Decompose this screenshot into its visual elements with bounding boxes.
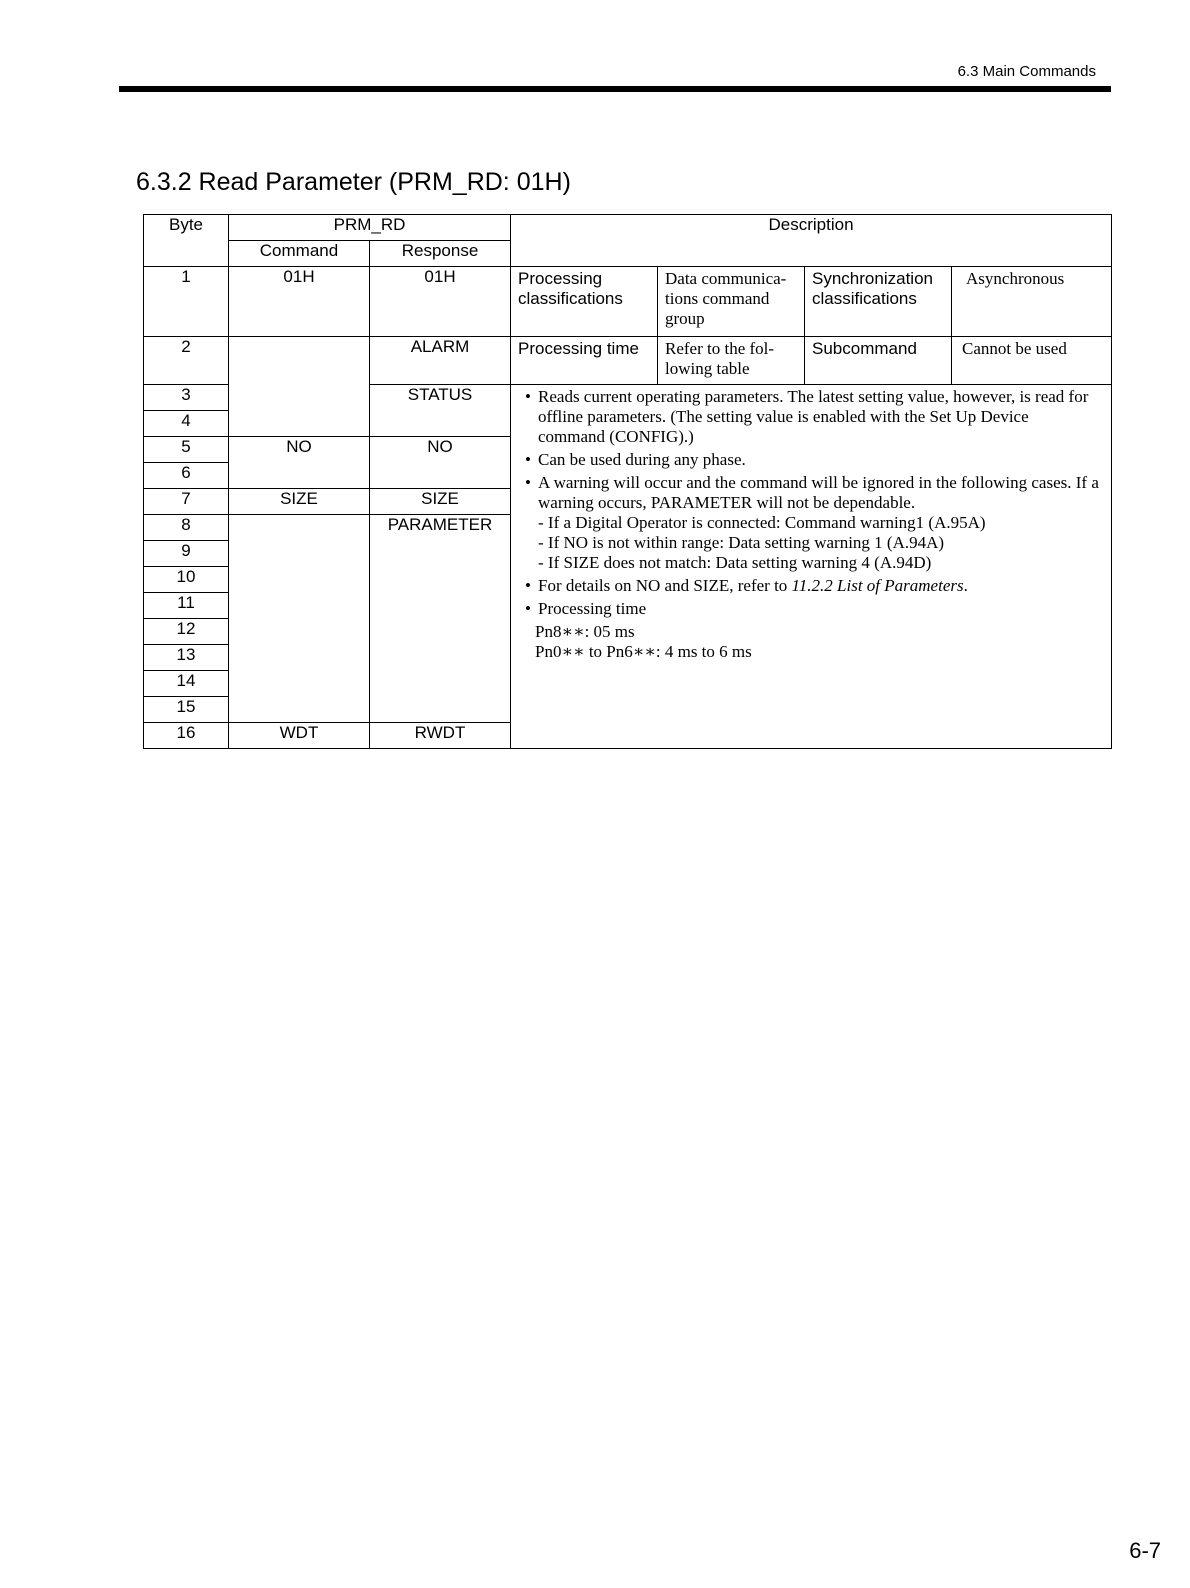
command-cell: 01H xyxy=(229,267,370,337)
byte-cell: 5 xyxy=(144,437,229,463)
header-response: Response xyxy=(370,241,511,267)
byte-cell: 16 xyxy=(144,723,229,749)
response-cell: NO xyxy=(370,437,511,489)
response-cell: RWDT xyxy=(370,723,511,749)
byte-cell: 11 xyxy=(144,593,229,619)
header-byte: Byte xyxy=(144,215,229,267)
page-number: 6-7 xyxy=(1129,1538,1161,1563)
byte-cell: 12 xyxy=(144,619,229,645)
byte-cell: 4 xyxy=(144,411,229,437)
command-cell xyxy=(229,515,370,723)
parameter-list-reference: 11.2.2 List of Parameters xyxy=(791,576,964,595)
command-cell: SIZE xyxy=(229,489,370,515)
byte-cell: 9 xyxy=(144,541,229,567)
sync-classification-label: Synchronization classifications xyxy=(805,267,952,337)
description-item: • Can be used during any phase. xyxy=(525,450,746,469)
description-item: • Processing time xyxy=(525,599,647,618)
command-cell xyxy=(229,337,370,437)
byte-cell: 10 xyxy=(144,567,229,593)
description-body xyxy=(511,385,1112,749)
byte-cell: 13 xyxy=(144,645,229,671)
byte-cell: 2 xyxy=(144,337,229,385)
running-header: 6.3 Main Commands xyxy=(957,63,1096,80)
response-cell: ALARM xyxy=(370,337,511,385)
command-cell: WDT xyxy=(229,723,370,749)
section-title: 6.3.2 Read Parameter (PRM_RD: 01H) xyxy=(136,168,571,196)
header-rule xyxy=(119,86,1111,92)
description-item: • For details on NO and SIZE, refer to 11.2.2 List of Parameters. xyxy=(525,576,968,595)
processing-time-line: Pn0∗∗ to Pn6∗∗: 4 ms to 6 ms xyxy=(535,642,752,661)
response-cell: STATUS xyxy=(370,385,511,437)
byte-cell: 8 xyxy=(144,515,229,541)
byte-cell: 3 xyxy=(144,385,229,411)
header-description: Description xyxy=(511,215,1112,267)
response-cell: SIZE xyxy=(370,489,511,515)
byte-cell: 6 xyxy=(144,463,229,489)
response-cell: 01H xyxy=(370,267,511,337)
response-cell: PARAMETER xyxy=(370,515,511,723)
table-row xyxy=(144,337,1112,385)
header-prm-rd: PRM_RD xyxy=(229,215,511,241)
warning-case: - If SIZE does not match: Data setting warning 4 (A.94D) xyxy=(538,553,932,572)
description-item: • Reads current operating parameters. The latest setting value, however, is read for offline parameters. (The setting value is enabled with the Set Up Device command (CONFIG).) xyxy=(525,387,1089,446)
processing-classification-value: Data communica-tions command group xyxy=(658,267,805,337)
table-row xyxy=(144,267,1112,337)
byte-cell: 1 xyxy=(144,267,229,337)
subcommand-value: Cannot be used xyxy=(952,337,1112,385)
command-cell: NO xyxy=(229,437,370,489)
byte-cell: 14 xyxy=(144,671,229,697)
processing-time-line: Pn8∗∗: 05 ms xyxy=(535,622,635,641)
header-command: Command xyxy=(229,241,370,267)
description-item: • A warning will occur and the command will be ignored in the following cases. If a warning occurs, PARAMETER will not be dependable. xyxy=(525,473,1099,512)
processing-classification-label: Processing classifications xyxy=(511,267,658,337)
command-table xyxy=(143,214,1112,749)
sync-classification-value: Asynchronous xyxy=(952,267,1112,337)
byte-cell: 15 xyxy=(144,697,229,723)
warning-case: - If a Digital Operator is connected: Command warning1 (A.95A) xyxy=(538,513,986,532)
processing-time-label: Processing time xyxy=(511,337,658,385)
byte-cell: 7 xyxy=(144,489,229,515)
warning-case: - If NO is not within range: Data setting warning 1 (A.94A) xyxy=(538,533,945,552)
subcommand-label: Subcommand xyxy=(805,337,952,385)
processing-time-value: Refer to the fol-lowing table xyxy=(658,337,805,385)
